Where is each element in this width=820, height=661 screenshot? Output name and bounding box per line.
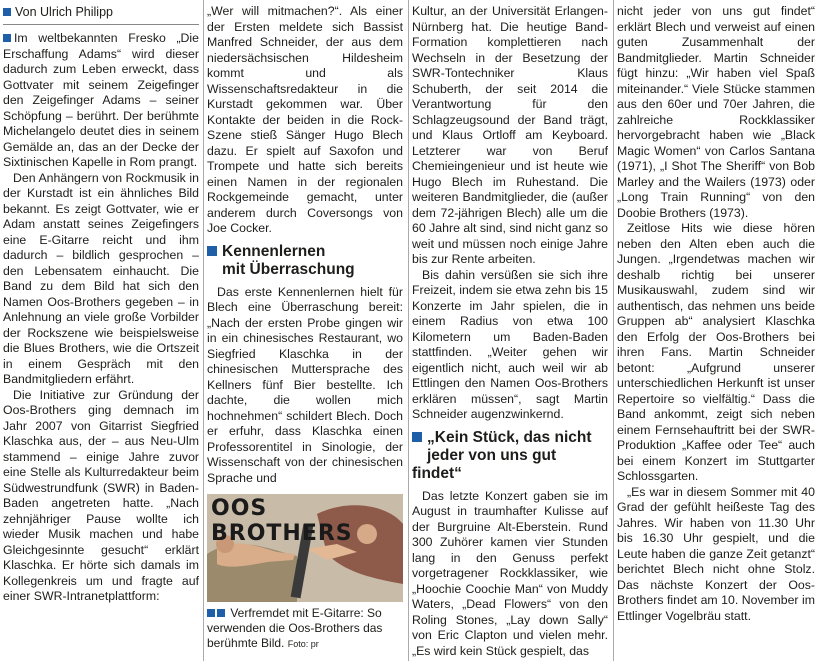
photo-credit: Foto: pr <box>287 639 319 649</box>
square-bullet-icon <box>3 8 11 16</box>
subheading: „Kein Stück, das nicht jeder von uns gut findet“ <box>412 428 592 482</box>
paragraph: nicht jeder von uns gut findet“ erklärt Blech und verweist auf einen guten Zusammenhalt der Bandmitglieder. Martin Schneider fügt hinzu: „Wir haben viel Spaß miteinander.“ Viele Stücke stammen aus den 60er und 70er Jahren, die zahlreiche Rockklassiker hervorgebracht haben wie „Black Magic Women“ von Carlos Santana (1971), „I Shot The Sheriff“ von Bob Marley and the Wailers (1973) oder „Long Train Running“ von den Doobie Brothers (1973). <box>617 4 815 220</box>
article-column-2 <box>207 0 403 661</box>
column-rule <box>408 0 409 661</box>
paragraph: Zeitlose Hits wie diese hören neben den Alten eben auch die Jungen. „Irgendetwas machen wir deshalb richtig bei unserer Musikauswahl, zudem sind wir authentisch, das nehmen uns beide Gruppen ab“ analysiert Klaschka den Erfolg der Oos-Brothers bei ihren Fans. Martin Schneider betont: „Aufgrund unserer unterschiedlichen Herkunft ist unser Repertoire so vielfältig.“ Dass die Band ankommt, zeigt sich neben einem Fernsehauftritt bei der SWR-Produktion „Kaffee oder Tee“ auch bei einem Konzert im Stuttgarter Schlossgarten. <box>617 221 815 483</box>
square-bullet-icon <box>3 34 11 42</box>
column-rule <box>613 0 614 661</box>
paragraph: Die Initiative zur Gründung der Oos-Brothers ging demnach im Jahr 2007 von Gitarrist Siegfried Klaschka aus, der – aus Neu-Ulm stammend – einige Jahre zuvor eine Stelle als Kulturredakteur beim Südwestrundfunk (SWR) in Baden-Baden angetreten hatte. „Nach zehnjähriger Pause wollte ich wieder Musik machen und habe Gleichgesinnte gesucht“ erklärt Klaschka. Er hörte sich damals im Kollegenkreis um und fragte auf einer SWR-Intranetplattform: <box>3 387 199 603</box>
photo-caption: Verfremdet mit E-Gitarre: So verwenden die Oos-Brothers das berühmte Bild. Foto: pr <box>207 606 383 650</box>
paragraph: „Wer will mitmachen?“. Als einer der Ersten meldete sich Bassist Manfred Schneider, der aus dem niedersächsischen Hildesheim kommt und als Wissenschaftsredakteur in die Kurstadt gekommen war. Über Kontakte der beiden in die Rock-Szene stieß Sänger Hugo Blech dazu. Er spielt auf Saxofon und Trompete und hatte sich bereits einen Namen in der regionalen Rockgemeinde gemacht, unter anderem durch Coversongs von Joe Cocker. <box>207 4 403 235</box>
square-bullet-icon <box>207 609 215 617</box>
article-column-4 <box>617 0 815 661</box>
paragraph: Bis dahin versüßen sie sich ihre Freizeit, indem sie etwa zehn bis 15 Konzerte im Jahr spielen, die in einem Radius von etwa 100 Kilometern um Baden-Baden stattfinden. „Weiter gehen wir eigentlich nicht, auch weil wir ab Ettlingen den Namen Oos-Brothers erklären müssen“, sagt Martin Schneider augenzwinkernd. <box>412 267 608 421</box>
article-photo <box>207 494 403 602</box>
square-bullet-icon <box>217 609 225 617</box>
paragraph: Im weltbekannten Fresko „Die Erschaffung Adams“ wird dieser dadurch zum Leben erweckt, dass Gottvater mit seinem Zeigefinger den Zeigefinger Adams – seiner Schöpfung – berührt. Der berühmte Michelangelo deutet dies in seinem Gemälde an, das an der Decke der Sixtinischen Kapelle in Rom prangt. <box>3 31 199 169</box>
subheading: Kennenlernen mit Überraschung <box>207 243 403 279</box>
paragraph: Das letzte Konzert gaben sie im August in traumhafter Kulisse auf der Burgruine Alt-Eberstein. Rund 300 Zuhörer kamen vier Stunden lang in den Genuss perfekt vorgetragener Rockklassiker, wie „Hoochie Coochie Man“ von Muddy Waters, „Dead Flowers“ von den Roling Stones, „Lay down Sally“ von Eric Clapton und vielen mehr. „Es wird kein Stück gespielt, das <box>412 488 608 658</box>
column-rule <box>203 0 204 661</box>
byline: Von Ulrich Philipp <box>3 4 199 25</box>
paragraph: „Es war in diesem Sommer mit 40 Grad der gefühlt heißeste Tag des Jahres. Wir haben von 11.30 Uhr bis 16.30 Uhr gespielt, und die Leute haben die ganze Zeit getanzt“ berichtet Blech nicht ohne Stolz. Das nächste Konzert der Oos-Brothers findet am 10. November im Ettlinger Vogelbräu statt. <box>617 484 815 623</box>
square-bullet-icon <box>207 246 217 256</box>
square-bullet-icon <box>412 432 422 442</box>
article-column-3 <box>412 0 608 661</box>
paragraph: Den Anhängern von Rockmusik in der Kurstadt ist ein ähnliches Bild bekannt. Es zeigt Gottvater, wie er Adam anstatt seines Zeigefingers eine E-Gitarre reicht und ihm dadurch – bildlich gesprochen – den Lebensatem einhaucht. Die Band zu dem Bild hat sich den Namen Oos-Brothers gegeben – in Anlehnung an viele große Vorbilder der Rockszene wie beispielsweise die Blues Brothers, wie die Ortszeit in einem Gespräch mit den Bandmitgliedern erfährt. <box>3 170 199 386</box>
paragraph: Kultur, an der Universität Erlangen-Nürnberg hat. Die heutige Band-Formation komplettieren nach Wechseln in der Besetzung der SWR-Tontechniker Klaus Schuberth, der seit 2014 die Verantwortung für den Schlagzeugsound der Band trägt, und Klaus Ortloff am Keyboard. Letzterer war von Beruf Chemieingenieur und ist heute wie Hugo Blech im Ruhestand. Die weiteren Bandmitglieder, die (außer dem 72-jährigen Blech) alle um die 60 Jahre alt sind, sind nicht ganz so weit und müssen noch einige Jahre bis zur Rente arbeiten. <box>412 4 608 266</box>
photo-title-text: OOS BROTHERS <box>211 496 353 546</box>
paragraph: Das erste Kennenlernen hielt für Blech eine Überraschung bereit: „Nach der ersten Probe gingen wir in ein chinesisches Restaurant, wo Siegfried Klaschka in der chinesischen Muttersprache des Kellners fünf Bier bestellte. Ich dachte, die wollen mich hochnehmen“ schildert Blech. Doch er erfuhr, dass Klaschka einen Professorentitel in Sinologie, der Wissenschaft von der chinesischen Sprache und <box>207 284 403 485</box>
article-column-1 <box>3 0 199 661</box>
